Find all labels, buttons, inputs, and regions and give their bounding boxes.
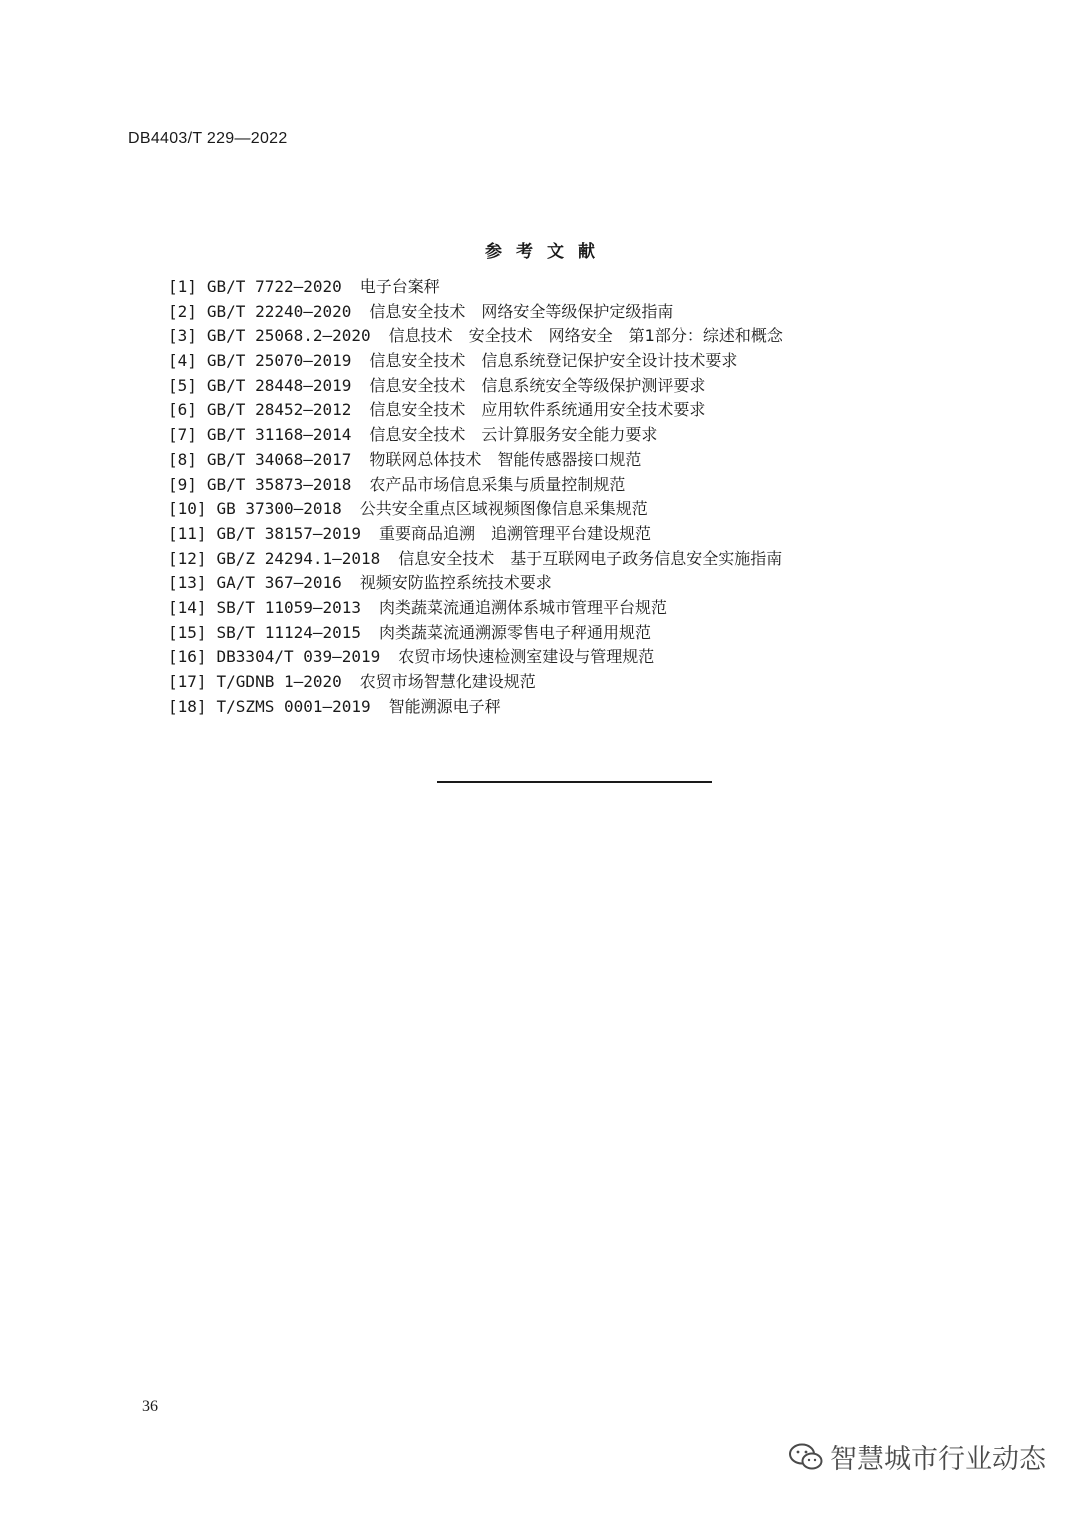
reference-title: 信息安全技术 网络安全等级保护定级指南 (369, 301, 674, 321)
reference-item (168, 275, 783, 300)
reference-title: 信息安全技术 信息系统安全等级保护测评要求 (369, 375, 706, 395)
reference-title: 信息安全技术 应用软件系统通用安全技术要求 (369, 400, 706, 420)
reference-title: 信息技术 安全技术 网络安全 第1部分：综述和概念 (388, 326, 783, 346)
reference-code: GB/T 38157—2019 (216, 523, 362, 543)
reference-number: [10] (168, 499, 207, 519)
page-number: 36 (142, 1398, 158, 1415)
reference-number: [8] (168, 449, 197, 469)
reference-item (168, 374, 783, 399)
reference-item (168, 497, 783, 522)
reference-number: [12] (168, 548, 207, 568)
reference-number: [4] (168, 351, 197, 371)
reference-item (168, 547, 783, 572)
reference-title: 视频安防监控系统技术要求 (359, 573, 552, 593)
reference-title: 电子台案秤 (359, 277, 440, 296)
reference-title: 重要商品追溯 追溯管理平台建设规范 (379, 523, 652, 543)
reference-code: GB/Z 24294.1—2018 (216, 548, 381, 568)
reference-number: [18] (168, 696, 207, 716)
reference-number: [13] (168, 573, 207, 593)
reference-code: GB/T 31168—2014 (206, 425, 352, 445)
reference-item (168, 300, 783, 325)
reference-code: GA/T 367—2016 (216, 573, 342, 593)
reference-number: [6] (168, 400, 197, 420)
reference-code: T/GDNB 1—2020 (216, 672, 342, 691)
reference-number: [1] (168, 277, 197, 296)
reference-code: GB 37300—2018 (216, 499, 342, 519)
section-title: 参考文献 (485, 242, 609, 262)
reference-title: 农贸市场智慧化建设规范 (359, 672, 536, 691)
wechat-icon (788, 1442, 824, 1472)
reference-number: [16] (168, 647, 207, 667)
reference-item (168, 448, 783, 473)
reference-code: GB/T 7722—2020 (206, 277, 342, 296)
reference-item (168, 522, 783, 547)
reference-item (168, 670, 783, 695)
reference-number: [5] (168, 375, 197, 395)
reference-number: [7] (168, 425, 197, 445)
reference-title: 公共安全重点区域视频图像信息采集规范 (359, 499, 648, 519)
reference-item (168, 349, 783, 374)
reference-code: GB/T 25070—2019 (206, 351, 352, 371)
reference-code: SB/T 11059—2013 (216, 597, 362, 617)
reference-title: 肉类蔬菜流通追溯体系城市管理平台规范 (379, 597, 668, 617)
reference-item (168, 398, 783, 423)
reference-item (168, 423, 783, 448)
reference-title: 信息安全技术 信息系统登记保护安全设计技术要求 (369, 351, 738, 371)
reference-number: [9] (168, 474, 197, 494)
watermark (788, 1437, 1046, 1476)
reference-title: 肉类蔬菜流通溯源零售电子秤通用规范 (379, 622, 652, 642)
end-rule (437, 781, 712, 783)
reference-title: 信息安全技术 云计算服务安全能力要求 (369, 425, 658, 445)
reference-title: 智能溯源电子秤 (388, 696, 501, 716)
reference-item (168, 621, 783, 646)
reference-title: 农贸市场快速检测室建设与管理规范 (398, 647, 655, 667)
reference-number: [15] (168, 622, 207, 642)
reference-code: GB/T 28452—2012 (206, 400, 352, 420)
reference-number: [14] (168, 597, 207, 617)
reference-title: 物联网总体技术 智能传感器接口规范 (369, 449, 642, 469)
reference-code: DB3304/T 039—2019 (216, 647, 381, 667)
reference-item (168, 645, 783, 670)
reference-number: [11] (168, 523, 207, 543)
reference-item (168, 596, 783, 621)
reference-code: GB/T 25068.2—2020 (206, 326, 371, 346)
reference-code: SB/T 11124—2015 (216, 622, 362, 642)
document-code: DB4403/T 229—2022 (128, 130, 288, 147)
reference-number: [2] (168, 301, 197, 321)
reference-item (168, 571, 783, 596)
reference-code: GB/T 35873—2018 (206, 474, 352, 494)
reference-title: 农产品市场信息采集与质量控制规范 (369, 474, 626, 494)
watermark-text: 智慧城市行业动态 (830, 1444, 1046, 1475)
reference-code: GB/T 28448—2019 (206, 375, 352, 395)
reference-item (168, 695, 783, 720)
reference-list (168, 275, 783, 719)
reference-code: GB/T 34068—2017 (206, 449, 352, 469)
reference-title: 信息安全技术 基于互联网电子政务信息安全实施指南 (398, 548, 783, 568)
reference-code: GB/T 22240—2020 (206, 301, 352, 321)
reference-item (168, 473, 783, 498)
reference-item (168, 324, 783, 349)
reference-number: [3] (168, 326, 197, 346)
reference-code: T/SZMS 0001—2019 (216, 696, 371, 716)
reference-number: [17] (168, 672, 207, 691)
